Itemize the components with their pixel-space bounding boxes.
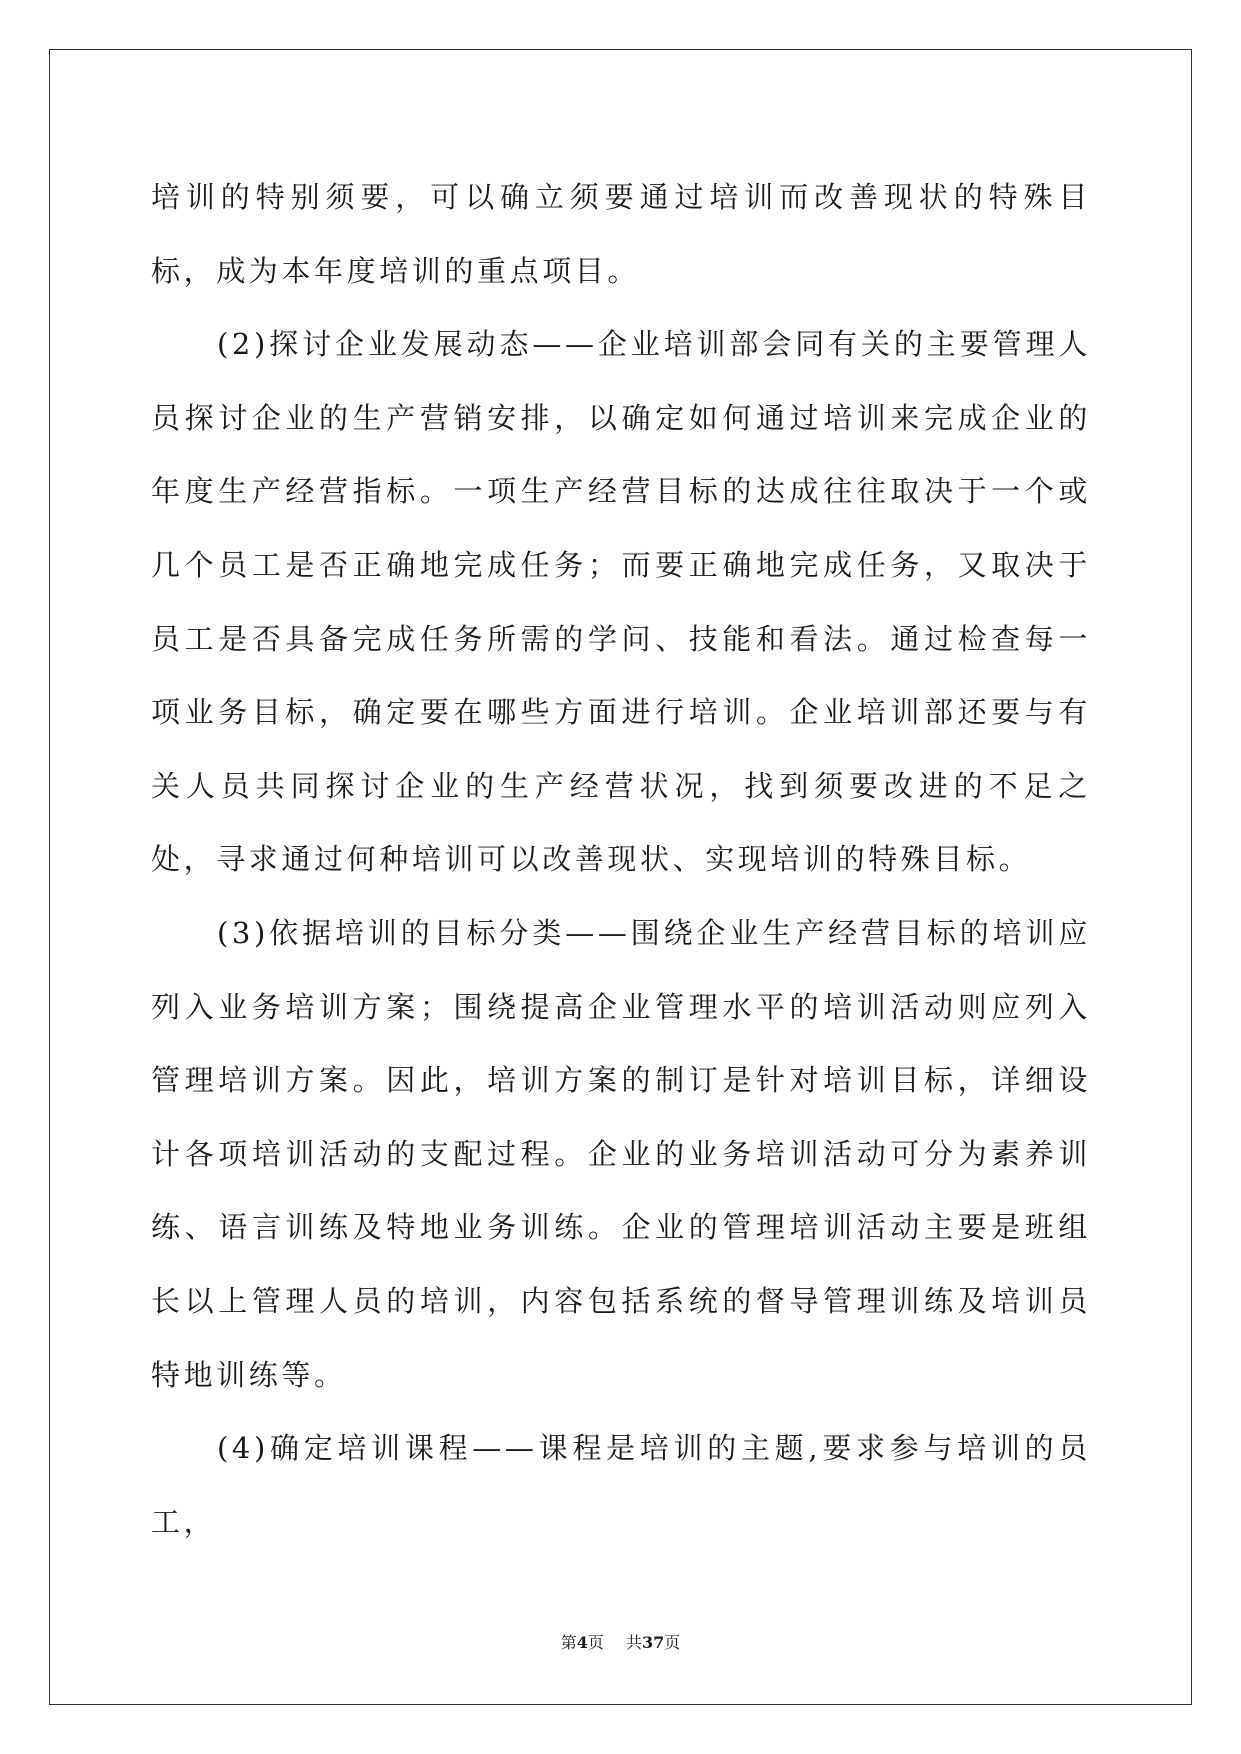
- paragraph-1: 培训的特别须要，可以确立须要通过培训而改善现状的特殊目标，成为本年度培训的重点项目。: [151, 180, 1091, 288]
- page-footer: [0, 1630, 1241, 1653]
- page-number: 4: [576, 1633, 588, 1652]
- page-prefix: 第: [560, 1633, 577, 1652]
- paragraph-4: (4)确定培训课程——课程是培训的主题,要求参与培训的员工，: [151, 1431, 1091, 1539]
- total-prefix: 共: [625, 1633, 642, 1652]
- total-pages: 37: [641, 1633, 665, 1652]
- page-suffix: 页: [587, 1633, 604, 1652]
- paragraph-2: (2)探讨企业发展动态——企业培训部会同有关的主要管理人员探讨企业的生产营销安排，以确定如何通过培训来完成企业的年度生产经营指标。一项生产经营目标的达成往往取决于一个或几个员工是否正确地完成任务；而要正确地完成任务，又取决于员工是否具备完成任务所需的学问、技能和看法。通过检查每一项业务目标，确定要在哪些方面进行培训。企业培训部还要与有关人员共同探讨企业的生产经营状况，找到须要改进的不足之处，寻求通过何种培训可以改善现状、实现培训的特殊目标。: [151, 327, 1091, 877]
- total-suffix: 页: [664, 1633, 681, 1652]
- document-body: [151, 161, 1091, 1559]
- paragraph-3: (3)依据培训的目标分类——围绕企业生产经营目标的培训应列入业务培训方案；围绕提高企业管理水平的培训活动则应列入管理培训方案。因此，培训方案的制订是针对培训目标，详细设计各项培训活动的支配过程。企业的业务培训活动可分为素养训练、语言训练及特地业务训练。企业的管理培训活动主要是班组长以上管理人员的培训，内容包括系统的督导管理训练及培训员特地训练等。: [151, 915, 1091, 1392]
